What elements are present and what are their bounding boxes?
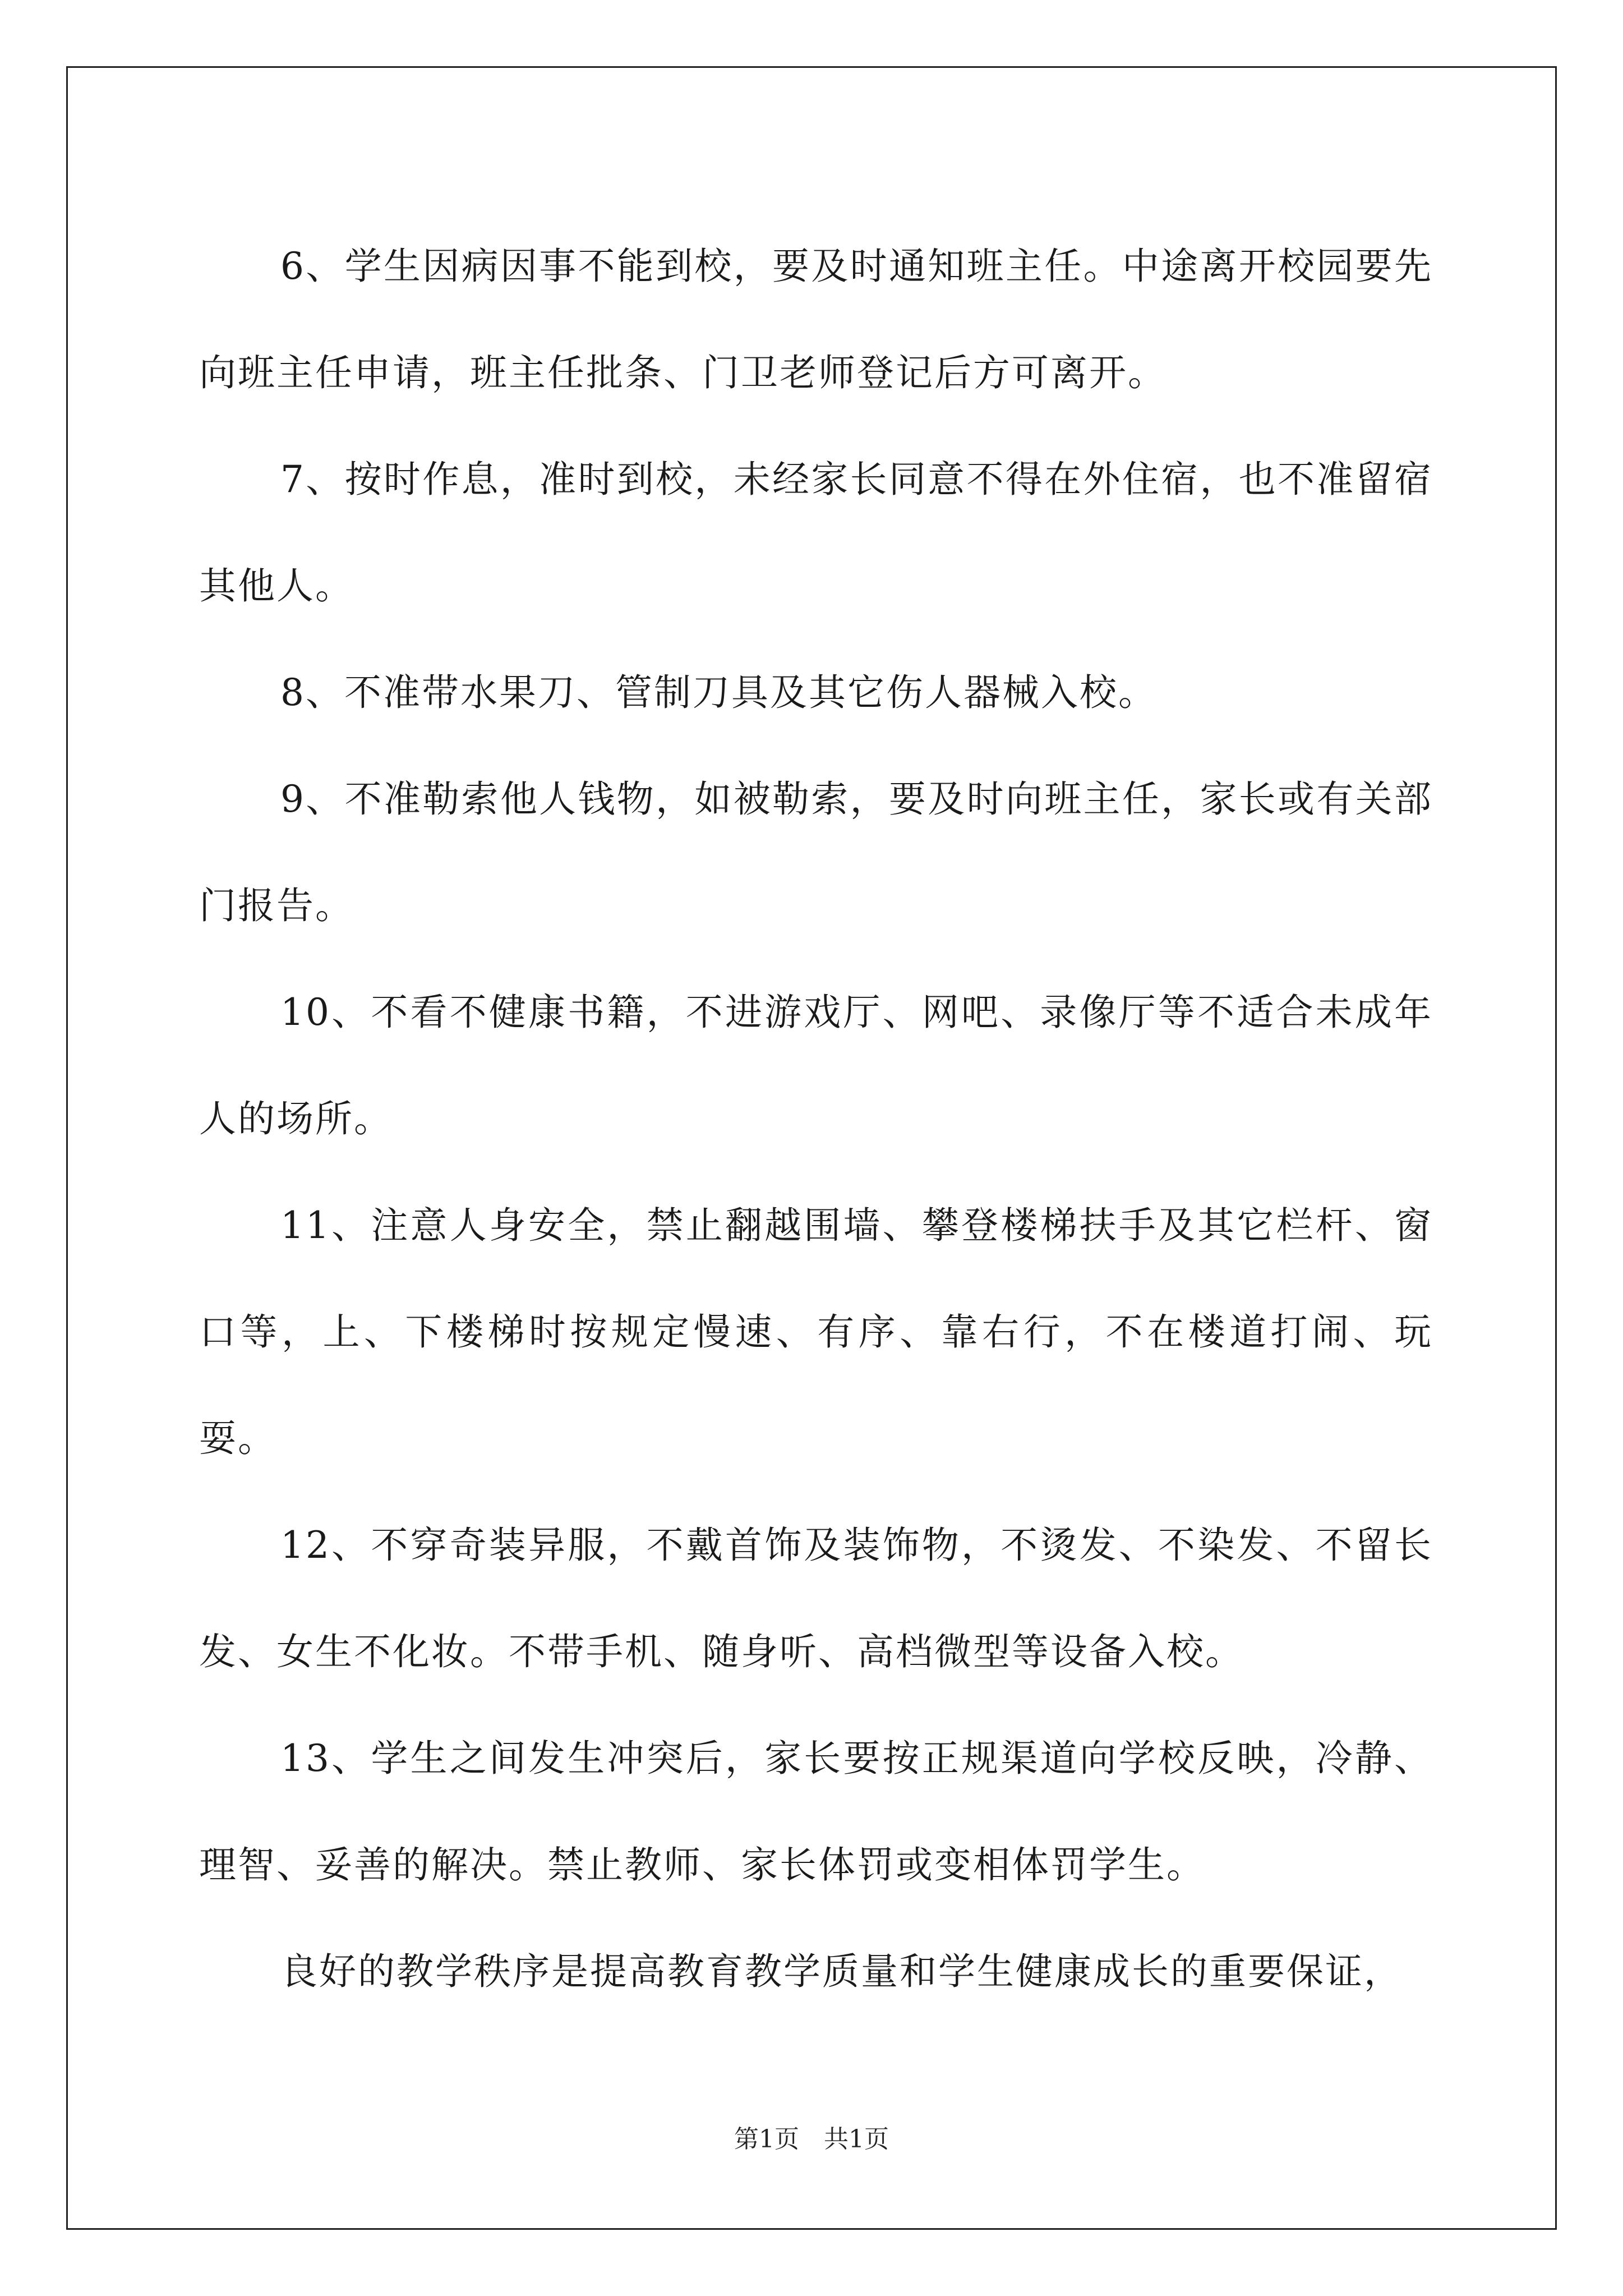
paragraph-item-11: 11、注意人身安全，禁止翻越围墙、攀登楼梯扶手及其它栏杆、窗口等，上、下楼梯时按规定慢速、有序、靠右行，不在楼道打闹、玩耍。 xyxy=(199,1204,1433,1460)
paragraph-closing: 良好的教学秩序是提高教育教学质量和学生健康成长的重要保证， xyxy=(280,1950,1403,1993)
document-body xyxy=(199,213,1433,2025)
paragraph-item-8: 8、不准带水果刀、管制刀具及其它伤人器械入校。 xyxy=(280,671,1157,714)
page-footer xyxy=(0,2123,1623,2156)
paragraph-item-9: 9、不准勒索他人钱物，如被勒索，要及时向班主任，家长或有关部门报告。 xyxy=(199,777,1433,927)
paragraph-item-10: 10、不看不健康书籍，不进游戏厅、网吧、录像厅等不适合未成年人的场所。 xyxy=(199,991,1433,1140)
page-total: 共1页 xyxy=(824,2125,889,2154)
paragraph-item-12: 12、不穿奇装异服，不戴首饰及装饰物，不烫发、不染发、不留长发、女生不化妆。不带手机、随身听、高档微型等设备入校。 xyxy=(199,1524,1433,1673)
paragraph-item-7: 7、按时作息，准时到校，未经家长同意不得在外住宿，也不准留宿其他人。 xyxy=(199,458,1433,608)
paragraph-item-13: 13、学生之间发生冲突后，家长要按正规渠道向学校反映，冷静、理智、妥善的解决。禁止教师、家长体罚或变相体罚学生。 xyxy=(199,1737,1433,1887)
paragraph-item-6: 6、学生因病因事不能到校，要及时通知班主任。中途离开校园要先向班主任申请，班主任批条、门卫老师登记后方可离开。 xyxy=(199,245,1433,394)
page-number: 第1页 xyxy=(734,2125,799,2154)
